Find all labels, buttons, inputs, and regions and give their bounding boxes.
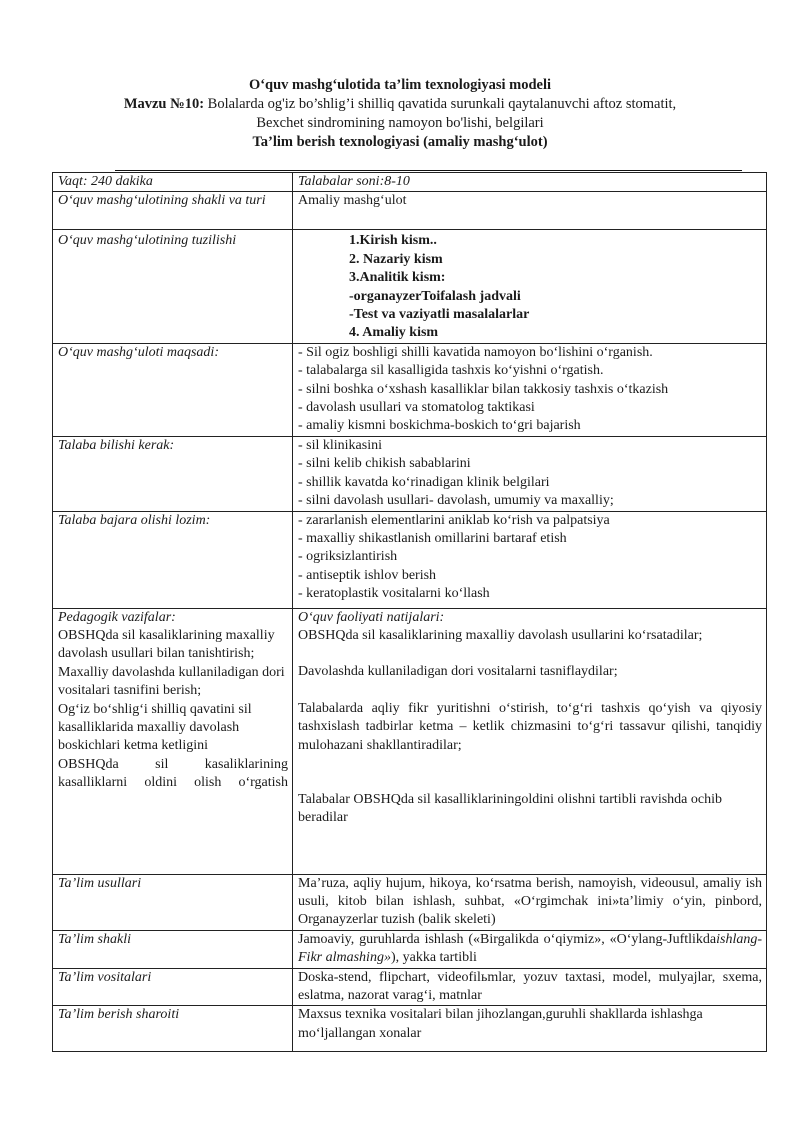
goal-item: - silni boshka o‘xshash kasalliklar bilan takkosiy tashxis o‘tkazish — [298, 381, 669, 397]
know-item: - silni kelib chikish sabablarini — [298, 456, 471, 472]
row-do — [53, 511, 767, 608]
page-header — [0, 76, 800, 152]
shape-label: Ta’lim shakli — [53, 930, 293, 968]
goal-list — [293, 343, 767, 436]
know-item: - sil klinikasini — [298, 437, 382, 453]
row-pedagogic — [53, 608, 767, 874]
page-subtitle: Ta’lim berish texnologiyasi (amaliy mashg‘ulot) — [252, 134, 548, 150]
do-item: - zararlanish elementlarini aniklab ko‘rish va palpatsiya — [298, 512, 610, 528]
page-title: O‘quv mashg‘ulotida ta’lim texnologiyasi modeli — [248, 77, 552, 93]
result-item: Talabalar OBSHQda sil kasalliklariningoldini olishni tartibli ravishda ochib beradilar — [298, 791, 722, 826]
structure-item: 1.Kirish kism.. — [349, 233, 437, 249]
topic-text-continued: Bexchet sindromining namoyon bo'lishi, belgilari — [256, 115, 544, 131]
lesson-model-table — [52, 172, 767, 1052]
row-form — [53, 192, 767, 230]
know-label: Talaba bilishi kerak: — [53, 436, 293, 511]
methods-label: Ta’lim usullari — [53, 874, 293, 930]
shape-value-b: ishlang-Fikr almashing» — [298, 931, 762, 966]
row-tools — [53, 968, 767, 1006]
form-value: Amaliy mashg‘ulot — [293, 192, 767, 230]
structure-item: 4. Amaliy kism — [349, 325, 439, 341]
tools-label: Ta’lim vositalari — [53, 968, 293, 1006]
goal-item: - Sil ogiz boshligi shilli kavatida namoyon bo‘lishini o‘rganish. — [298, 344, 653, 360]
results-cell — [293, 608, 767, 874]
row-goal — [53, 343, 767, 436]
structure-list — [293, 230, 767, 343]
know-item: - silni davolash usullari- davolash, umumiy va maxalliy; — [298, 493, 614, 509]
know-list — [293, 436, 767, 511]
structure-item: -organayzerToifalash jadvali — [349, 288, 521, 304]
structure-label: O‘quv mashg‘ulotining tuzilishi — [53, 230, 293, 343]
shape-value — [293, 930, 767, 968]
row-time — [53, 173, 767, 192]
shape-value-c: ), yakka tartibli — [390, 950, 477, 966]
goal-label: O‘quv mashg‘uloti maqsadi: — [53, 343, 293, 436]
pedagogic-task: OBSHQda sil kasaliklarining kasalliklarni oldini olish o‘rgatish — [58, 756, 288, 791]
do-item: - keratoplastik vositalarni ko‘llash — [298, 586, 490, 602]
time-cell: Vaqt: 240 dakika — [53, 173, 293, 192]
students-cell: Talabalar soni:8-10 — [293, 173, 767, 192]
conditions-label: Ta’lim berish sharoiti — [53, 1006, 293, 1052]
pedagogic-cell — [53, 608, 293, 874]
shape-value-a: Jamoaviy, guruhlarda ishlash («Birgalikda o‘qiymiz», «O‘ylang-Juftlikda — [298, 931, 717, 947]
topic-text: Bolalarda og'iz bo’shlig’i shilliq qavatida surunkali qaytalanuvchi aftoz stomatit, — [204, 96, 677, 112]
topic-line — [0, 95, 800, 114]
conditions-value: Maxsus texnika vositalari bilan jihozlangan,guruhli shakllarda ishlashga mo‘ljallangan xonalar — [293, 1006, 767, 1052]
structure-item: -Test va vaziyatli masalalarlar — [349, 307, 530, 323]
pedagogic-task: Og‘iz bo‘shlig‘i shilliq qavatini sil kasalliklarida maxalliy davolash boskichlari ketma ketligini — [58, 701, 252, 754]
results-label: O‘quv faoliyati natijalari: — [298, 609, 445, 625]
result-item: Talabalarda aqliy fikr yuritishni o‘stirish, to‘g‘ri tashxis qo‘yish va qiyosiy tashxislash tadbirlar ketma – ketlik chizmasini to‘g‘ri tassavur qilishi, tanqidiy mulohazani shakllantiradilar; — [298, 700, 762, 753]
do-item: - antiseptik ishlov berish — [298, 567, 437, 583]
know-item: - shillik kavatda ko‘rinadigan klinik belgilari — [298, 474, 550, 490]
tools-value: Doska-stend, flipchart, videofilьmlar, yozuv taxtasi, model, mulyajlar, sxema, eslatma, nazorat varag‘i, matnlar — [293, 968, 767, 1006]
topic-label: Mavzu №10: — [123, 96, 205, 112]
form-label: O‘quv mashg‘ulotining shakli va turi — [53, 192, 293, 230]
row-shape — [53, 930, 767, 968]
pedagogic-label: Pedagogik vazifalar: — [58, 609, 176, 625]
result-item: OBSHQda sil kasaliklarining maxalliy davolash usullarini ko‘rsatadilar; — [298, 627, 703, 643]
row-know — [53, 436, 767, 511]
do-label: Talaba bajara olishi lozim: — [53, 511, 293, 608]
goal-item: - davolash usullari va stomatolog taktikasi — [298, 400, 535, 416]
do-item: - maxalliy shikastlanish omillarini bartaraf etish — [298, 530, 567, 546]
pedagogic-task: OBSHQda sil kasaliklarining maxalliy davolash usullari bilan tanishtirish; — [58, 627, 275, 662]
result-item: Davolashda kullaniladigan dori vositalarni tasniflaydilar; — [298, 664, 618, 680]
pedagogic-task: Maxalliy davolashda kullaniladigan dori vositalari tasnifini berish; — [58, 664, 285, 699]
do-list — [293, 511, 767, 608]
row-conditions — [53, 1006, 767, 1052]
methods-value: Ma’ruza, aqliy hujum, hikoya, ko‘rsatma berish, namoyish, videousul, amaliy ish usuli, kitob bilan ishlash, suhbat, «O‘rgimchak ini»ta’limiy o‘yin, pinbord, Organayzerlar tuzish (balik skeleti) — [293, 874, 767, 930]
row-structure — [53, 230, 767, 343]
header-rule — [115, 170, 742, 171]
goal-item: - talabalarga sil kasalligida tashxis ko‘yishni o‘rgatish. — [298, 363, 604, 379]
structure-item: 2. Nazariy kism — [349, 251, 443, 267]
structure-item: 3.Analitik kism: — [349, 270, 446, 286]
do-item: - ogriksizlantirish — [298, 549, 398, 565]
goal-item: - amaliy kismni boskichma-boskich to‘gri bajarish — [298, 418, 581, 434]
row-methods — [53, 874, 767, 930]
